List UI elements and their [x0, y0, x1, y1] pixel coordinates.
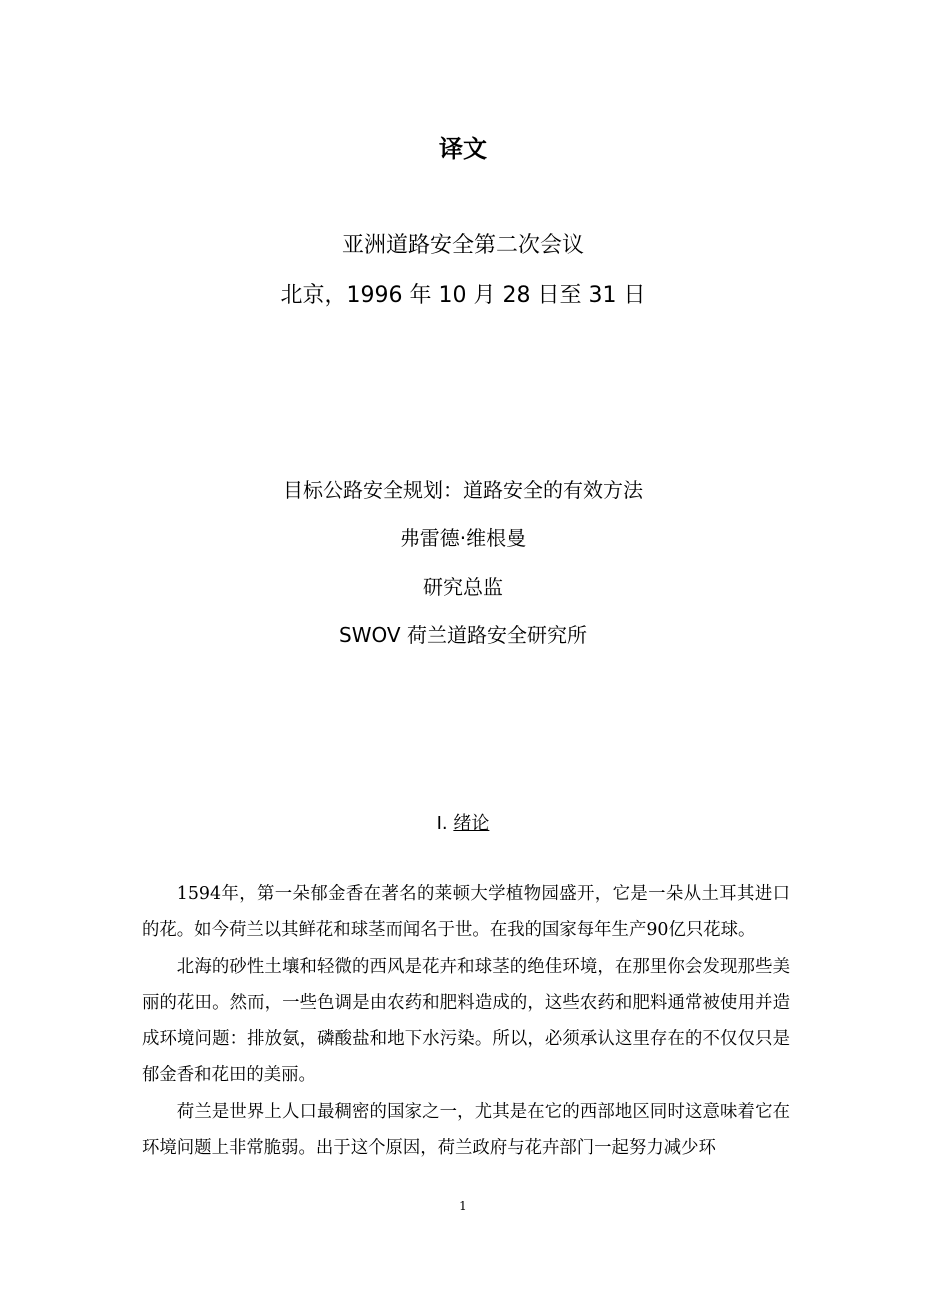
- section-heading-text: 绪论: [453, 813, 490, 834]
- conference-name: 亚洲道路安全第二次会议: [341, 233, 584, 258]
- paragraph: 北海的砂性土壤和轻微的西风是花卉和球茎的绝佳环境，在那里你会发现那些美丽的花田。然而，一些色调是由农药和肥料造成的，这些农药和肥料通常被使用并造成环境问题：排放氨，磷酸盐和地下水污染。所以，必须承认这里存在的不仅仅只是郁金香和花田的美丽。: [142, 956, 790, 1086]
- paragraph: 1594年，第一朵郁金香在著名的莱顿大学植物园盛开，它是一朵从土耳其进口的花。如今荷兰以其鲜花和球茎而闻名于世。在我的国家每年生产90亿只花球。: [142, 884, 790, 941]
- author-name: 弗雷德·维根曼: [399, 526, 527, 550]
- document-title: 译文: [439, 135, 487, 163]
- body-text: [142, 876, 790, 1166]
- paper-title: 目标公路安全规划：道路安全的有效方法: [283, 478, 643, 502]
- section-number: I.: [436, 813, 454, 834]
- conference-date: 北京，1996 年 10 月 28 日至 31 日: [280, 283, 646, 308]
- author-institute: SWOV 荷兰道路安全研究所: [339, 623, 587, 647]
- section-heading: [0, 810, 926, 838]
- paragraph: 荷兰是世界上人口最稠密的国家之一，尤其是在它的西部地区同时这意味着它在环境问题上非常脆弱。出于这个原因，荷兰政府与花卉部门一起努力减少环: [142, 1101, 790, 1159]
- page-number: 1: [459, 1199, 467, 1213]
- author-role: 研究总监: [423, 575, 503, 599]
